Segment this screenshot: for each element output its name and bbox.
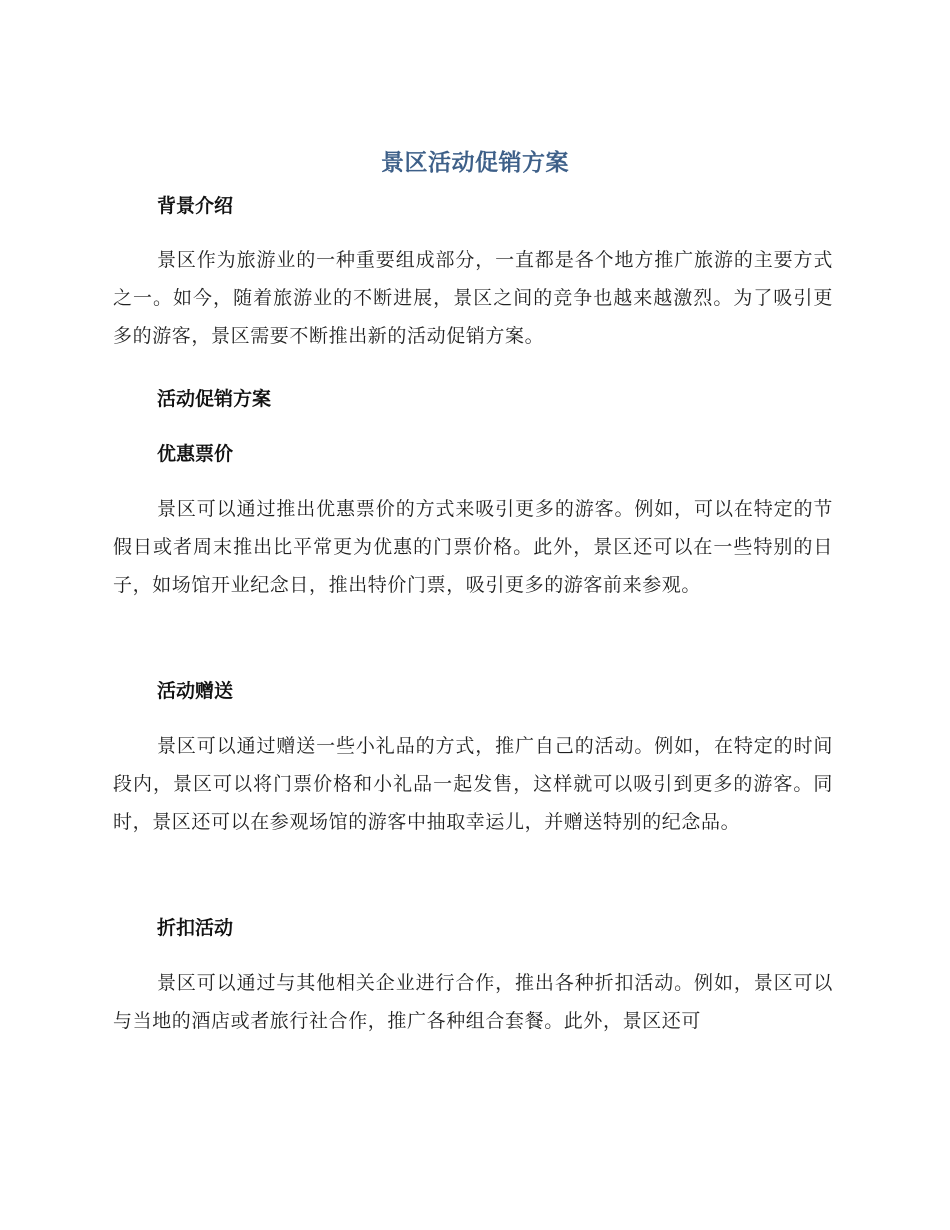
section-paragraph-gift-activity: 景区可以通过赠送一些小礼品的方式，推广自己的活动。例如，在特定的时间段内，景区可以将门票价格和小礼品一起发售，这样就可以吸引到更多的游客。同时，景区还可以在参观场馆的游客中抽取幸运儿，并赠送特别的纪念品。 <box>113 735 833 833</box>
section-paragraph-discount-activity: 景区可以通过与其他相关企业进行合作，推出各种折扣活动。例如，景区可以与当地的酒店或者旅行社合作，推广各种组合套餐。此外，景区还可 <box>113 972 833 1032</box>
section-paragraph-discount-tickets: 景区可以通过推出优惠票价的方式来吸引更多的游客。例如，可以在特定的节假日或者周末推出比平常更为优惠的门票价格。此外，景区还可以在一些特别的日子，如场馆开业纪念日，推出特价门票，吸引更多的游客前来参观。 <box>113 498 833 596</box>
section-heading-discount-tickets: 优惠票价 <box>157 443 234 465</box>
section-heading-promotion-plan: 活动促销方案 <box>157 388 272 410</box>
section-paragraph-background: 景区作为旅游业的一种重要组成部分，一直都是各个地方推广旅游的主要方式之一。如今，随着旅游业的不断进展，景区之间的竞争也越来越激烈。为了吸引更多的游客，景区需要不断推出新的活动促销方案。 <box>113 249 833 347</box>
section-heading-discount-activity: 折扣活动 <box>157 917 234 939</box>
section-heading-gift-activity: 活动赠送 <box>157 680 234 702</box>
section-heading-background: 背景介绍 <box>157 195 234 217</box>
document-title: 景区活动促销方案 <box>381 150 569 176</box>
